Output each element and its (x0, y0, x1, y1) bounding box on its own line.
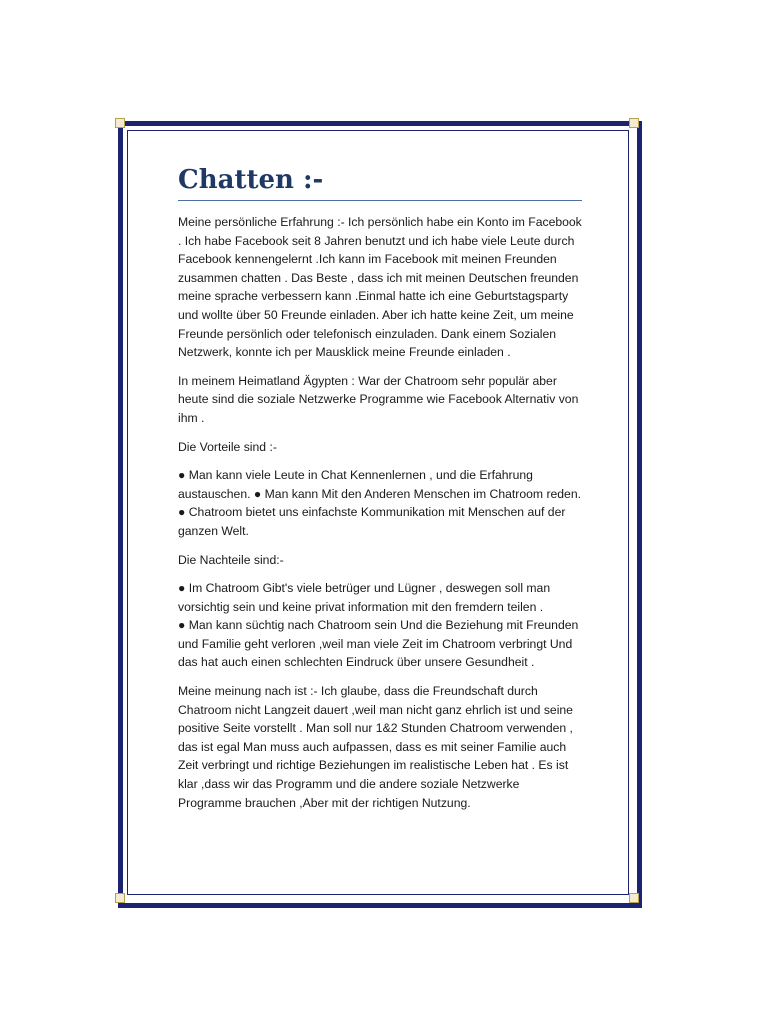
paragraph-homeland: In meinem Heimatland Ägypten : War der Chatroom sehr populär aber heute sind die soziale Netzwerke Programme wie Facebook Alternativ von ihm . (178, 373, 579, 425)
corner-ornament-top-right (629, 118, 639, 128)
heading-disadvantages: Die Nachteile sind:- (178, 552, 284, 567)
paragraph-opinion: Meine meinung nach ist :- Ich glaube, dass die Freundschaft durch Chatroom nicht Langzeit dauert ,weil man nicht ganz ehrlich ist und seine positive Seite vorstellt . Man soll nur 1&2 Stunden Chatroom verwenden , das ist egal Man muss auch aufpassen, dass es mit seiner Familie auch Zeit verbringt und richtige Beziehungen im realistische Leben hat . Es ist klar ,dass wir das Programm und die andere soziale Netzwerke Programme brauchen ,Aber mit der richtigen Nutzung. (178, 684, 573, 810)
corner-ornament-top-left (115, 118, 125, 128)
corner-ornament-bottom-left (115, 893, 125, 903)
paragraph-disadvantage-2: ● Man kann süchtig nach Chatroom sein Und die Beziehung mit Freunden und Familie geht verloren ,weil man viele Zeit im Chatroom verbringt Und das hat auch einen schlechten Eindruck über unsere Gesundheit . (178, 618, 579, 670)
document-title: Chatten :- (178, 162, 582, 201)
document-content (178, 162, 582, 812)
corner-ornament-bottom-right (629, 893, 639, 903)
paragraph-personal-experience: Meine persönliche Erfahrung :- Ich persönlich habe ein Konto im Facebook . Ich habe Facebook seit 8 Jahren benutzt und ich habe viele Leute durch Facebook kennengelernt .Ich kann im Facebook mit meinen Freunden zusammen chatten . Das Beste , dass ich mit meinen Deutschen freunden meine sprache verbessern kann .Einmal hatte ich eine Geburtstagsparty und wollte über 50 Freunde einladen. Aber ich hatte keine Zeit, um meine Freunde persönlich oder telefonisch einzuladen. Dank einem Sozialen Netzwerk, konnte ich per Mausklick meine Freunde einladen . (178, 215, 582, 360)
paragraph-advantages: ● Man kann viele Leute in Chat Kennenlernen , und die Erfahrung austauschen. ● Man kann Mit den Anderen Menschen im Chatroom reden. ● Chatroom bietet uns einfachste Kommunikation mit Menschen auf der ganzen Welt. (178, 468, 582, 538)
paragraph-disadvantage-1: ● Im Chatroom Gibt's viele betrüger und Lügner , deswegen soll man vorsichtig sein und keine privat information mit den fremdern teilen . (178, 581, 551, 614)
heading-advantages: Die Vorteile sind :- (178, 439, 277, 454)
